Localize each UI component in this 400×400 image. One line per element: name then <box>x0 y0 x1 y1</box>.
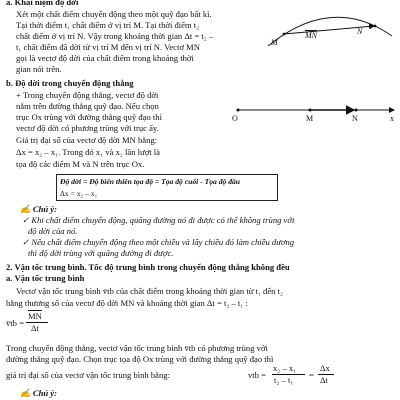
para1-line5: gọi là vectơ độ dời của chất điểm trong khoảng thời <box>16 53 194 63</box>
eq2-denominator2: Δt <box>320 375 328 385</box>
para3-line1: Vectơ vận tốc trung bình v̄tb của chất điểm trong khoảng thời gian từ t₁ đến t₂ <box>16 286 283 296</box>
axis-figure <box>236 102 400 124</box>
para4-line3: giá trị đại số của vectơ vận tốc trung bình bằng: <box>6 370 170 380</box>
section-2a-title: a. Vận tốc trung bình <box>6 273 85 283</box>
para2-line1: + Trong chuyển động thẳng, vectơ độ dời <box>16 90 159 100</box>
eq2-numerator1: x₂ – x₁ <box>273 363 297 373</box>
para2-line7: tọa độ các điểm M và N trên trục Ox. <box>16 159 145 169</box>
note1-item1-line2: độ dời của nó. <box>28 226 78 236</box>
para3-line2: bằng thương số của vectơ độ dời MN và khoảng thời gian Δt = t₂ – t₁ : <box>6 298 248 308</box>
para2-line3: trục Ox trùng với đường thẳng quỹ đạo thì <box>16 112 162 122</box>
fig2-label-x: x <box>390 114 394 123</box>
para4-line2: đường thẳng quỹ đạo. Chọn trục tọa độ Ox trùng với đường thẳng quỹ đạo thì <box>6 354 274 364</box>
note1-title: ✍ Chú ý: <box>20 204 57 214</box>
note1-item2-line2: thì độ dời trùng với quãng đường đi được. <box>28 248 174 258</box>
para1-line6: gian nói trên. <box>16 64 62 74</box>
eq1-denominator: Δt <box>31 323 39 333</box>
para2-line5: Giá trị đại số của vectơ độ dời MN bằng: <box>16 135 158 145</box>
note1-item1-line1: ✓ Khi chất điểm chuyển động, quãng đường nó đi được có thể không trùng với <box>22 215 295 225</box>
para4-line1: Trong chuyển động thẳng, vectơ vận tốc trung bình v̄tb có phương trùng với <box>6 343 268 353</box>
fig2-label-m: M <box>306 114 314 123</box>
para1-line2: Tại thời điểm t₁ chất điểm ở vị trí M. Tại thời điểm t₂ <box>16 20 200 30</box>
box-line1: Độ dời = Độ biến thiên tọa độ = Tọa độ cuối - Tọa độ đầu <box>60 177 241 186</box>
eq2-numerator2: Δx <box>320 363 330 373</box>
fig1-label-m: M <box>271 38 278 47</box>
box-line2: Δx = x₂ – x₁ <box>60 189 98 198</box>
fig1-label-mn: $\overline{MN}$ <box>305 31 317 40</box>
eq1-lhs: v̄tb = <box>6 318 24 328</box>
para2-line2: nằm trên đường thẳng quỹ đạo. Nếu chọn <box>16 101 159 111</box>
eq2-denominator1: t₂ – t₁ <box>274 375 294 385</box>
eq1-numerator: $\overline{MN}$ <box>28 311 42 321</box>
eq2-lhs: vtb = <box>248 370 266 380</box>
eq2-equals: = <box>309 370 314 380</box>
trajectory-figure <box>262 6 400 52</box>
fig2-label-n: N <box>352 114 358 123</box>
note1-item2-line1: ✓ Nếu chất điểm chuyển động theo một chiều và lấy chiều đó làm chiều dương <box>22 237 295 247</box>
section-b-title: b. Độ dời trong chuyển động thẳng <box>6 78 134 88</box>
fig2-label-o: O <box>232 114 238 123</box>
para2-line6: Δx = x₂ – x₁. Trong đó x₁ và x₂ lần lượt là <box>16 147 160 157</box>
note2-title: ✍ Chú ý: <box>20 388 57 398</box>
fig1-label-n: N <box>357 27 363 36</box>
para1-line1: Xét một chất điểm chuyển động theo một quỹ đạo bất kì. <box>16 9 212 19</box>
para1-line3: chất điểm ở vị trí N. Vậy trong khoảng thời gian Δt = t₂ – <box>16 31 214 41</box>
para1-line4: t₁ chất điểm đã dời từ vị trí M đến vị trí N. Vectơ MN <box>16 42 200 52</box>
section-2-title: 2. Vận tốc trung bình. Tốc độ trung bình trong chuyển động thẳng không đều <box>6 262 290 272</box>
section-a-title: a. Khái niệm độ dời <box>6 0 79 7</box>
para2-line4: vectơ độ dời có phương trùng với trục ấy. <box>16 123 159 133</box>
